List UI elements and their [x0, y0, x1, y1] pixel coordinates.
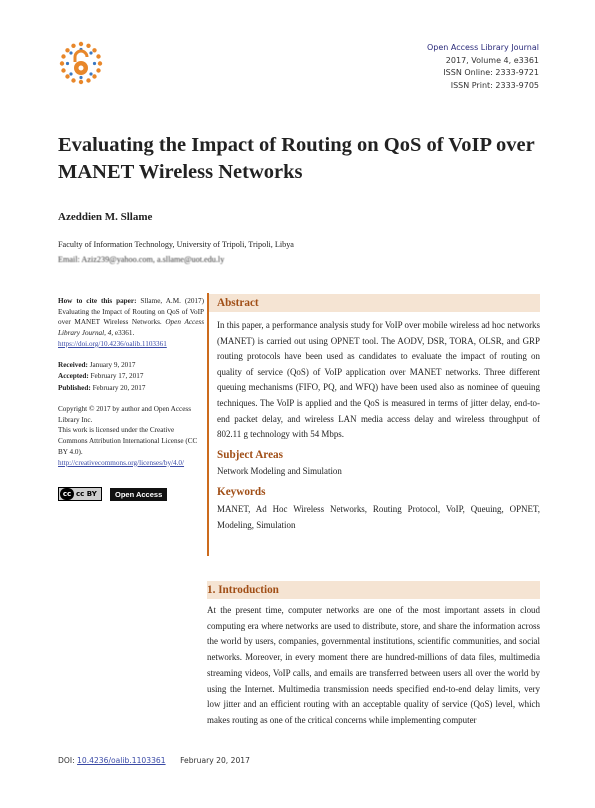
- footer-doi-prefix: DOI:: [58, 756, 75, 765]
- footer-doi-link[interactable]: 10.4236/oalib.1103361: [77, 756, 166, 765]
- cite-text: Sllame, A.M. (2017) Evaluating the Impact of Routing on QoS of VoIP over MANET Wireless Networks.: [58, 297, 205, 327]
- introduction-text: At the present time, computer networks are one of the most important assets in cloud computing era where networks are used to distribute, store, and share the information across the world by users, companies, governmental institutions, scientific communities, and social networks. Moreover, in every moment there are hundred-millions of data files, multimedia streaming videos, VoIP calls, and emails are transferred between users all over the world by using the Internet. Multimedia transmission needs specified end-to-end delay limits, very low jitter and an efficient routing with an acceptable quality of service (QoS) level, which makes routing as one of the critical concerns while implementing computer: [207, 605, 540, 725]
- sidebar-info: [58, 296, 204, 468]
- introduction-heading-label: 1. Introduction: [207, 584, 279, 596]
- main-column: [217, 294, 540, 534]
- dates-block: [58, 360, 204, 395]
- journal-info: [427, 42, 539, 92]
- published-label: Published:: [58, 383, 91, 392]
- open-lock-icon: [74, 51, 88, 75]
- keywords-heading: Keywords: [217, 486, 266, 499]
- abstract-heading: Abstract: [209, 294, 540, 312]
- citation: [58, 296, 204, 350]
- license-block: [58, 404, 204, 468]
- accepted-date: February 17, 2017: [90, 372, 144, 381]
- journal-name: Open Access Library Journal: [426, 43, 539, 52]
- column-divider: [207, 293, 209, 556]
- accepted-label: Accepted:: [58, 372, 89, 381]
- footer-date: February 20, 2017: [180, 756, 250, 765]
- doi-link[interactable]: https://doi.org/10.4236/oalib.1103361: [58, 339, 167, 348]
- published-date: February 20, 2017: [92, 383, 146, 392]
- received-date: January 9, 2017: [89, 360, 136, 369]
- paper-title: Evaluating the Impact of Routing on QoS of VoIP over MANET Wireless Networks: [58, 134, 535, 183]
- license-link[interactable]: http://creativecommons.org/licenses/by/4.0/: [58, 458, 185, 467]
- introduction-heading: [207, 581, 540, 599]
- cite-volume: 4,: [107, 329, 114, 338]
- license-text: This work is licensed under the Creative Commons Attribution International License (CC BY 4.0).: [58, 426, 198, 456]
- cc-by-badge[interactable]: [58, 487, 102, 501]
- cite-label: How to cite this paper:: [58, 297, 137, 305]
- affiliation: Faculty of Information Technology, University of Tripoli, Tripoli, Libya: [58, 240, 294, 249]
- cite-article: e3361.: [114, 329, 135, 338]
- abstract-text: In this paper, a performance analysis study for VoIP over mobile wireless ad hoc networks (MANET) is carried out using OPNET tool. The AODV, DSR, TORA, OLSR, and GRP routing protocols have been used as candidates to evaluate the impact of routing on quality of service (QoS) of VoIP application over MANET networks. Three different queuing mechanisms (FIFO, PQ, and WFQ) have been used also as nominee of queuing techniques. The VoIP is applied and the QoS is measured in terms of jitter delay, end-to-end packet delay, and wireless LAN media access delay and wireless throughput of 802.11 g technology with 54 Mbps.: [217, 320, 540, 440]
- oalib-logo: [58, 40, 104, 86]
- author-email: Email: Aziz239@yahoo.com, a.sllame@uot.edu.ly: [58, 254, 225, 264]
- open-access-badge[interactable]: Open Access: [110, 488, 167, 501]
- footer: [58, 756, 250, 765]
- issn-print: ISSN Print: 2333-9705: [450, 80, 539, 90]
- journal-volume: 2017, Volume 4, e3361: [445, 55, 539, 65]
- keywords-text: MANET, Ad Hoc Wireless Networks, Routing Protocol, VoIP, Queuing, OPNET, Modeling, Simulation: [217, 504, 540, 530]
- author-name: Azeddien M. Sllame: [58, 211, 153, 223]
- cite-journal: Open Access Library Journal,: [58, 318, 205, 338]
- cc-icon: cc: [60, 488, 74, 500]
- received-label: Received:: [58, 360, 88, 369]
- badges: [58, 487, 167, 501]
- issn-online: ISSN Online: 2333-9721: [443, 68, 539, 77]
- copyright: Copyright © 2017 by author and Open Access Library Inc.: [58, 405, 192, 424]
- cc-badge-label: cc BY: [76, 490, 97, 498]
- affiliation-block: [58, 238, 294, 267]
- subject-areas-heading: Subject Areas: [217, 448, 283, 461]
- subject-areas-text: Network Modeling and Simulation: [217, 465, 342, 476]
